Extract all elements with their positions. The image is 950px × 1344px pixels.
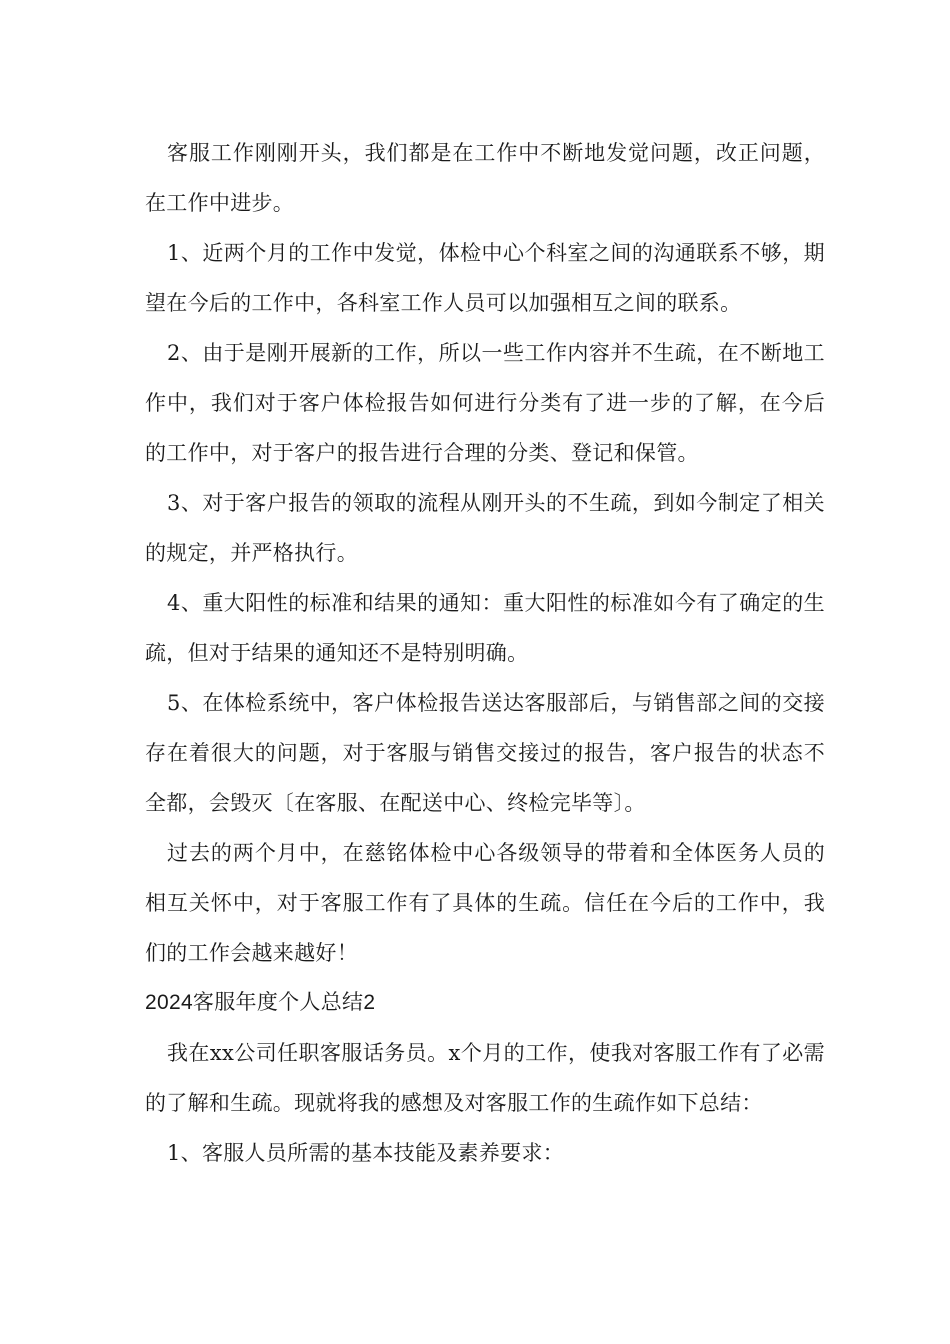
paragraph-section2-item-1: 1、客服人员所需的基本技能及素养要求： [167,1141,565,1165]
document-body [145,128,825,1178]
paragraph-section2-intro: 我在xx公司任职客服话务员。x个月的工作，使我对客服工作有了必需的了解和生疏。现就将我的感想及对客服工作的生疏作如下总结： [145,1041,825,1115]
paragraph-item-5: 5、在体检系统中，客户体检报告送达客服部后，与销售部之间的交接存在着很大的问题，对于客服与销售交接过的报告，客户报告的状态不全都，会毁灭〔在客服、在配送中心、终检完毕等〕。 [145,691,825,815]
paragraph-conclusion: 过去的两个月中，在慈铭体检中心各级领导的带着和全体医务人员的相互关怀中，对于客服工作有了具体的生疏。信任在今后的工作中，我们的工作会越来越好！ [145,841,825,965]
section-heading: 2024客服年度个人总结2 [145,991,376,1014]
paragraph-intro: 客服工作刚刚开头，我们都是在工作中不断地发觉问题，改正问题，在工作中进步。 [145,141,825,215]
paragraph-item-1: 1、近两个月的工作中发觉，体检中心个科室之间的沟通联系不够，期望在今后的工作中，各科室工作人员可以加强相互之间的联系。 [145,241,825,315]
paragraph-item-4: 4、重大阳性的标准和结果的通知：重大阳性的标准如今有了确定的生疏，但对于结果的通知还不是特别明确。 [145,591,825,665]
paragraph-item-2: 2、由于是刚开展新的工作，所以一些工作内容并不生疏，在不断地工作中，我们对于客户体检报告如何进行分类有了进一步的了解，在今后的工作中，对于客户的报告进行合理的分类、登记和保管。 [145,341,825,465]
paragraph-item-3: 3、对于客户报告的领取的流程从刚开头的不生疏，到如今制定了相关的规定，并严格执行。 [145,491,825,565]
